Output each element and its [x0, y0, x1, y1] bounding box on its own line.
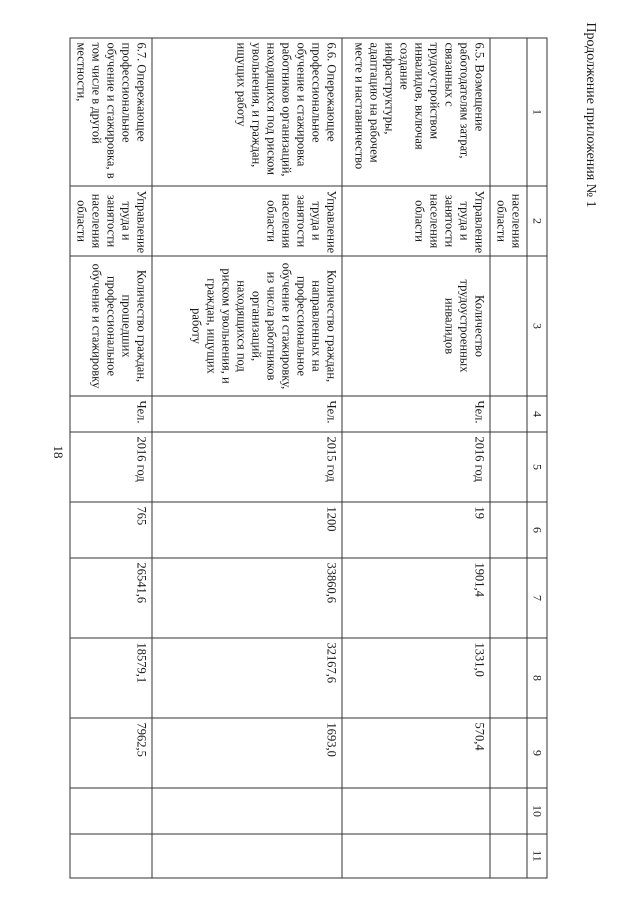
table-cell: [490, 834, 527, 878]
indicator-name: Количество граждан, направленных на профессиональное обучение и стажировку, из числа работников организаций, находящихся под риском увольнения, и граждан, ищущих работу: [152, 256, 342, 396]
measure-name: 6.5. Возмещение работодателям затрат, связанных с трудоустройством инвалидов, включая создание инфраструктуры, адаптацию на рабочем месте и наставничество: [342, 38, 490, 186]
table-cell: [490, 432, 527, 502]
column-number: 2: [527, 186, 547, 256]
value-cell: 765: [70, 502, 152, 558]
value-cell: 1901,4: [342, 558, 490, 638]
unit: Чел.: [152, 396, 342, 432]
responsible-executor: Управление труда и занятости населения области: [152, 186, 342, 256]
carry-over-row: [490, 38, 527, 878]
period: 2015 год: [152, 432, 342, 502]
table-row: [70, 38, 152, 878]
indicator-name: Количество граждан, прошедших профессиональное обучение и стажировку: [70, 256, 152, 396]
period: 2016 год: [70, 432, 152, 502]
value-cell: 1331,0: [342, 638, 490, 718]
table-cell: [490, 558, 527, 638]
value-cell: 18579,1: [70, 638, 152, 718]
table-row: [342, 38, 490, 878]
table-cell: [490, 502, 527, 558]
column-number: 4: [527, 396, 547, 432]
period: 2016 год: [342, 432, 490, 502]
unit: Чел.: [70, 396, 152, 432]
column-number: 7: [527, 558, 547, 638]
measure-name: 6.6. Опережающее профессиональное обучение и стажировка работников организаций, находящихся под риском увольнения, и граждан, ищущих работу: [152, 38, 342, 186]
column-number: 11: [527, 834, 547, 878]
column-number: 5: [527, 432, 547, 502]
value-cell: 19: [342, 502, 490, 558]
responsible-executor: Управление труда и занятости населения области: [342, 186, 490, 256]
column-number: 10: [527, 788, 547, 834]
rotated-table-container: [74, 38, 548, 878]
table-cell: населения области: [490, 186, 527, 256]
value-cell: [342, 834, 490, 878]
column-number: 8: [527, 638, 547, 718]
value-cell: 1693,0: [152, 718, 342, 788]
column-number: 3: [527, 256, 547, 396]
table-cell: [490, 788, 527, 834]
indicator-name: Количество трудоустроенных инвалидов: [342, 256, 490, 396]
program-table: [70, 38, 548, 879]
value-cell: 26541,6: [70, 558, 152, 638]
value-cell: [152, 788, 342, 834]
page-number: 18: [51, 445, 66, 459]
value-cell: [342, 788, 490, 834]
table-row: [152, 38, 342, 878]
value-cell: 1200: [152, 502, 342, 558]
column-number-row: [527, 38, 547, 878]
value-cell: 33860,6: [152, 558, 342, 638]
value-cell: 7962,5: [70, 718, 152, 788]
running-header: Продолжение приложения № 1: [583, 22, 598, 208]
value-cell: 570,4: [342, 718, 490, 788]
column-number: 6: [527, 502, 547, 558]
column-number: 1: [527, 38, 547, 186]
unit: Чел.: [342, 396, 490, 432]
table-cell: [490, 718, 527, 788]
responsible-executor: Управление труда и занятости населения области: [70, 186, 152, 256]
value-cell: [70, 834, 152, 878]
column-number: 9: [527, 718, 547, 788]
value-cell: 32167,6: [152, 638, 342, 718]
value-cell: [70, 788, 152, 834]
table-cell: [490, 38, 527, 186]
table-cell: [490, 256, 527, 396]
value-cell: [152, 834, 342, 878]
table-cell: [490, 396, 527, 432]
table-cell: [490, 638, 527, 718]
measure-name: 6.7. Опережающее профессиональное обучение и стажировка, в том числе в другой местности,: [70, 38, 152, 186]
